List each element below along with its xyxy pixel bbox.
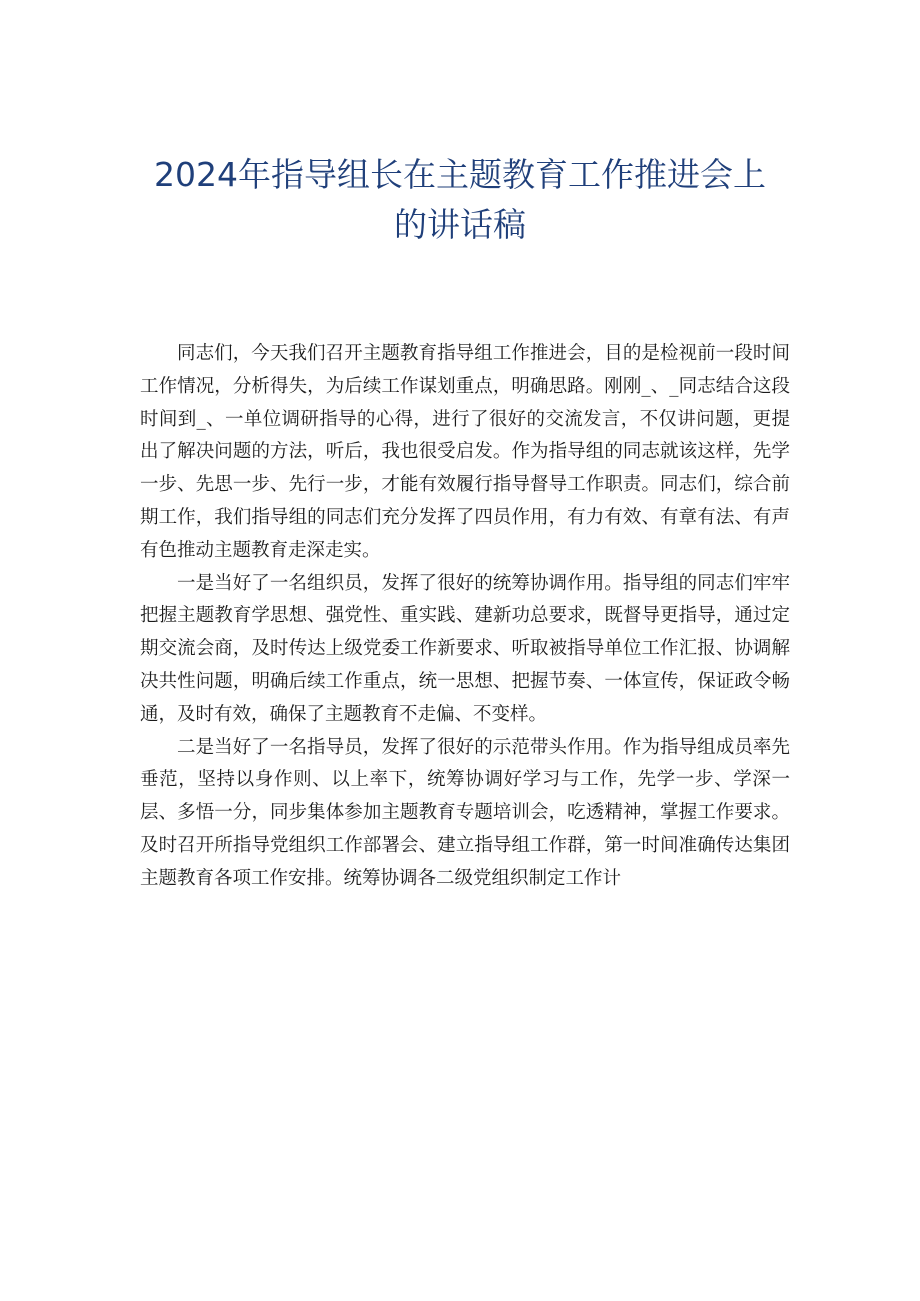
document-title <box>120 150 800 250</box>
document-body <box>140 338 790 896</box>
title-line-1: 2024年指导组长在主题教育工作推进会上 <box>154 155 766 194</box>
title-line-2: 的讲话稿 <box>394 205 526 244</box>
paragraph-2: 一是当好了一名组织员，发挥了很好的统筹协调作用。指导组的同志们牢牢把握主题教育学思想、强党性、重实践、建新功总要求，既督导更指导，通过定期交流会商，及时传达上级党委工作新要求、听取被指导单位工作汇报、协调解决共性问题，明确后续工作重点，统一思想、把握节奏、一体宣传，保证政令畅通，及时有效，确保了主题教育不走偏、不变样。 <box>140 572 790 725</box>
paragraph-3: 二是当好了一名指导员，发挥了很好的示范带头作用。作为指导组成员率先垂范，坚持以身作则、以上率下，统筹协调好学习与工作，先学一步、学深一层、多悟一分，同步集体参加主题教育专题培训会，吃透精神，掌握工作要求。及时召开所指导党组织工作部署会、建立指导组工作群，第一时间准确传达集团主题教育各项工作安排。统筹协调各二级党组织制定工作计 <box>140 736 790 889</box>
paragraph-1: 同志们，今天我们召开主题教育指导组工作推进会，目的是检视前一段时间工作情况，分析得失，为后续工作谋划重点，明确思路。刚刚_、_同志结合这段时间到_、一单位调研指导的心得，进行了很好的交流发言，不仅讲问题，更提出了解决问题的方法，听后，我也很受启发。作为指导组的同志就该这样，先学一步、先思一步、先行一步，才能有效履行指导督导工作职责。同志们，综合前期工作，我们指导组的同志们充分发挥了四员作用，有力有效、有章有法、有声有色推动主题教育走深走实。 <box>140 343 790 561</box>
